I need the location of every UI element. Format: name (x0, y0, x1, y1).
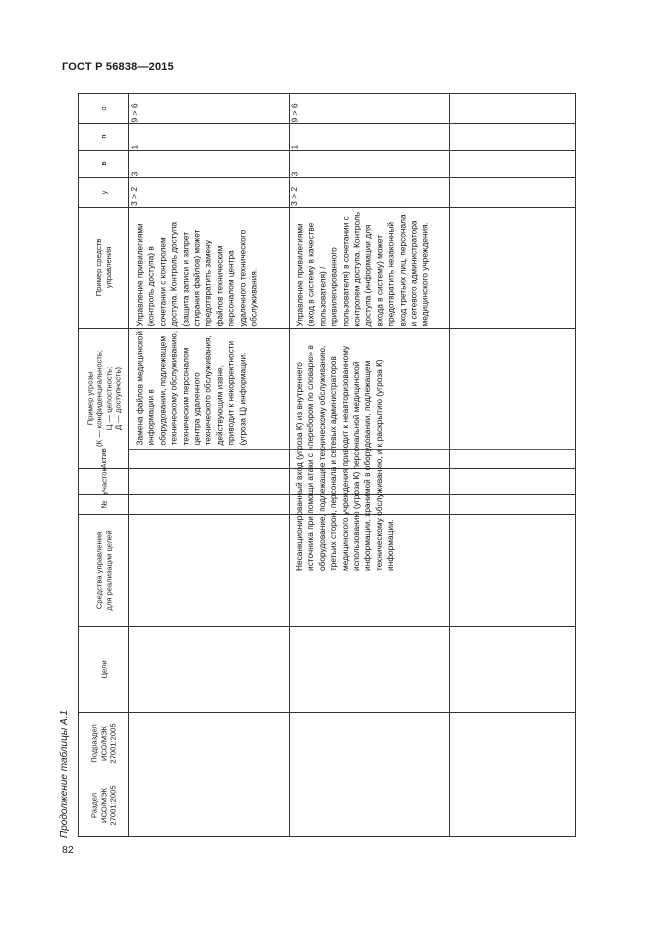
document-header: ГОСТ Р 56838—2015 (62, 61, 174, 73)
page-number: 82 (62, 844, 74, 856)
row1-v: 3 (129, 171, 140, 176)
row1-u: 3 > 2 (129, 186, 140, 206)
header-example: Пример средств управления (94, 238, 113, 297)
continuation-table (78, 93, 576, 837)
row2-threat: Несанкционированный вход (угроза К) из внутреннего источника при помощи атаки с «перебором по словарю» в оборудование, подлежащее техническому обслуживанию, третьих сторон, персонала и сетевых администраторов медицинского учреждения приводит к неавторизованному использованию (угроза К) персональной медицинской информации, хранимой в оборудовании, подлежащем техническому обслуживанию, и к раскрытию (угроза К) информации. (294, 345, 396, 571)
row2-v: 3 (289, 171, 300, 176)
header-section2: Подраздел ИСО/МЭК 27001:2005 (89, 722, 118, 764)
row2-p: 1 (289, 144, 300, 149)
row1-example: Управление привилегиями (контроль доступа) в сочетании с контролем доступа. Контроль доступа (защита записи и запрет стирания файлов) может предотвратить замену файлов техническим персоналом центра удаленного технического обслуживания. (134, 222, 259, 327)
row2-example: Управление привилегиями (вход в систему в качестве пользователя) / привилегированного пользователя) в сочетании с контролем доступа. Контроль доступа (информации для входа в систему) может предотвратить незаконный вход третьих лиц, персонала и сетевого администратора медицинского учреждения. (294, 211, 430, 327)
table-caption: Продолжение таблицы А.1 (59, 710, 70, 838)
row2-o: 9 > 6 (289, 102, 300, 122)
header-threat: Пример угрозы (К — конфиденциальность; Ц — целостность; Д — доступность) (84, 349, 122, 447)
header-area: участок (98, 467, 108, 495)
header-v: в (98, 161, 108, 166)
header-o: о (98, 106, 108, 111)
header-asset: Актив (98, 448, 108, 469)
header-section1: Раздел ИСО/МЭК 27001:2005 (89, 784, 118, 826)
header-u: у (98, 190, 108, 194)
row1-threat: Замена файлов медицинской информации в оборудовании, подлежащем техническому обслуживанию, техническим персоналом центра удаленного технического обслуживания, действующим извне, приводит к некорректности (угроза Ц) информации. (134, 330, 247, 446)
header-controls: Средства управления для реализации целей (94, 529, 113, 611)
header-number: № (98, 499, 108, 509)
row2-u: 3 > 2 (289, 186, 300, 206)
header-p: п (98, 134, 108, 139)
row1-p: 1 (129, 144, 140, 149)
header-goals: Цели (98, 659, 108, 679)
row1-o: 9 > 6 (129, 102, 140, 122)
